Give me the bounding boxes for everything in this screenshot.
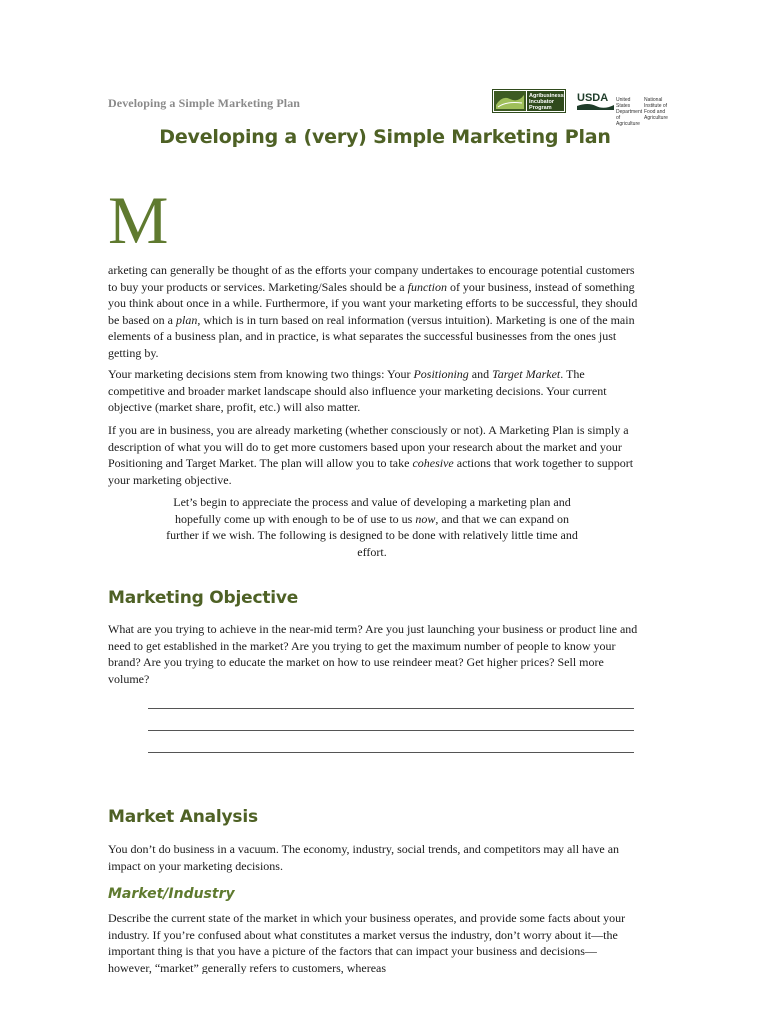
analysis-paragraph: You don’t do business in a vacuum. The economy, industry, social trends, and competitors may all have an impact on your marketing decisions. xyxy=(108,842,620,873)
drop-cap: M xyxy=(108,182,169,258)
running-header: Developing a Simple Marketing Plan xyxy=(108,96,301,110)
answer-line-3 xyxy=(148,752,634,753)
nifa-label: National Institute of Food and Agriculture xyxy=(644,97,668,121)
sponsor-logos xyxy=(492,89,692,127)
objective-paragraph: What are you trying to achieve in the near-mid term? Are you just launching your business or product line and need to get established in the market? Are you trying to get the maximum number of people to know your brand? Are you trying to educate the market on how to use reindeer meat? Get higher prices? Sell more volume? xyxy=(108,622,638,686)
industry-paragraph: Describe the current state of the market in which your business operates, and provide some facts about your industry. If you’re confused about what constitutes a market versus the industry, don’t worry about it—the important thing is that you have a picture of the factors that can impact your business and decisions—however, “market” generally refers to customers, whereas xyxy=(108,911,626,974)
logo-agri-line3: Program xyxy=(529,105,552,111)
intro-paragraph-1: arketing can generally be thought of as the efforts your company undertakes to encourage potential customers to buy your products or services. Marketing/Sales should be a function of your business, instead of something you think about once in a while. Furthermore, if you want your marketing efforts to be successful, they should be based on a plan, which is in turn based on real information (versus intuition). Marketing is one of the main elements of a business plan, and in practice, is what separates the successful businesses from the ones just getting by. xyxy=(108,263,638,360)
logo-agri-line2: Incubator xyxy=(529,99,555,105)
answer-line-1 xyxy=(148,708,634,709)
heading-marketing-objective: Marketing Objective xyxy=(108,588,299,608)
answer-line-2 xyxy=(148,730,634,731)
intro-paragraph-4: Let’s begin to appreciate the process and value of developing a marketing plan and hopefully come up with enough to be of use to us now, and that we can expand on further if we wish. The following is designed to be done with relatively little time and effort. xyxy=(166,495,578,559)
document-title: Developing a (very) Simple Marketing Plan xyxy=(159,126,611,148)
intro-paragraph-3: If you are in business, you are already marketing (whether consciously or not). A Marketing Plan is simply a description of what you will do to get more customers based upon your research about the market and your Positioning and Target Market. The plan will allow you to take cohesive actions that work together to support your marketing objective. xyxy=(108,423,634,487)
heading-market-analysis: Market Analysis xyxy=(108,807,258,827)
logo-agri-line1: Agribusiness xyxy=(529,93,564,99)
usda-wordmark: USDA xyxy=(577,92,609,104)
heading-market-industry: Market/Industry xyxy=(108,886,235,902)
intro-paragraph-2: Your marketing decisions stem from knowing two things: Your Positioning and Target Market. The competitive and broader market landscape should also influence your marketing decisions. Your current objective (market share, profit, etc.) will also matter. xyxy=(108,367,607,414)
usda-department-label: United States Department of Agriculture xyxy=(616,97,643,127)
usda-logo xyxy=(576,89,616,113)
agribusiness-incubator-logo xyxy=(492,89,566,113)
